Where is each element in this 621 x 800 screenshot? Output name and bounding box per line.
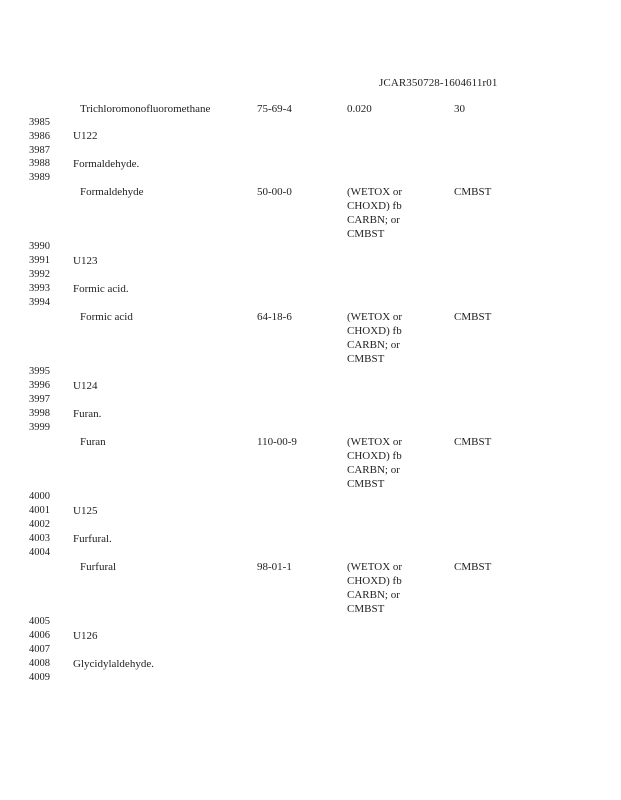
technology-line: (WETOX or xyxy=(347,561,403,573)
chemical-name: Trichloromonofluoromethane xyxy=(80,103,211,115)
line-number: 4007 xyxy=(29,644,50,655)
chemical-name: Furfural xyxy=(80,561,117,573)
line-number: 4009 xyxy=(29,672,50,683)
line-number: 4003 xyxy=(29,533,50,544)
waste-code: U125 xyxy=(73,505,98,517)
cas-number: 75-69-4 xyxy=(257,103,292,115)
technology-code xyxy=(347,435,402,491)
section-heading: Formaldehyde. xyxy=(73,158,140,170)
line-number: 3988 xyxy=(29,158,50,169)
technology-line: CMBST xyxy=(347,478,385,490)
concentration: 0.020 xyxy=(347,103,372,115)
line-number: 3992 xyxy=(29,269,50,280)
standard-value: 30 xyxy=(454,103,465,115)
cas-number: 110-00-9 xyxy=(257,436,297,448)
line-number: 4001 xyxy=(29,505,50,516)
line-number: 3998 xyxy=(29,408,50,419)
technology-line: CARBN; or xyxy=(347,464,400,476)
technology-line: (WETOX or xyxy=(347,311,403,323)
technology-line: CARBN; or xyxy=(347,214,400,226)
technology-line: CARBN; or xyxy=(347,339,400,351)
technology-code xyxy=(347,310,402,366)
section-heading: Furan. xyxy=(73,408,102,420)
waste-code: U124 xyxy=(73,380,98,392)
line-number: 3986 xyxy=(29,131,50,142)
technology-line: CMBST xyxy=(347,603,385,615)
technology-line: CHOXD) fb xyxy=(347,325,402,337)
chemical-name: Formic acid xyxy=(80,311,133,323)
line-number: 4002 xyxy=(29,519,50,530)
waste-code: U123 xyxy=(73,255,98,267)
cas-number: 64-18-6 xyxy=(257,311,292,323)
chemical-name: Formaldehyde xyxy=(80,186,144,198)
cas-number: 98-01-1 xyxy=(257,561,292,573)
technology-code xyxy=(347,560,402,616)
line-number: 4008 xyxy=(29,658,50,669)
standard-value: CMBST xyxy=(454,436,492,448)
line-number: 3997 xyxy=(29,394,50,405)
section-heading: Formic acid. xyxy=(73,283,129,295)
section-heading: Furfural. xyxy=(73,533,112,545)
line-number: 4004 xyxy=(29,547,50,558)
line-number: 3994 xyxy=(29,297,50,308)
technology-line: CHOXD) fb xyxy=(347,200,402,212)
technology-code xyxy=(347,185,402,241)
standard-value: CMBST xyxy=(454,561,492,573)
waste-code: U126 xyxy=(73,630,98,642)
line-number: 3985 xyxy=(29,117,50,128)
line-number: 4005 xyxy=(29,616,50,627)
technology-line: CHOXD) fb xyxy=(347,575,402,587)
line-number: 3995 xyxy=(29,366,50,377)
line-number: 3993 xyxy=(29,283,50,294)
standard-value: CMBST xyxy=(454,311,492,323)
technology-line: CARBN; or xyxy=(347,589,400,601)
technology-line: (WETOX or xyxy=(347,436,403,448)
line-number: 3990 xyxy=(29,241,50,252)
line-number: 4000 xyxy=(29,491,50,502)
technology-line: CMBST xyxy=(347,228,385,240)
standard-value: CMBST xyxy=(454,186,492,198)
cas-number: 50-00-0 xyxy=(257,186,292,198)
line-number: 4006 xyxy=(29,630,50,641)
chemical-name: Furan xyxy=(80,436,106,448)
line-number: 3987 xyxy=(29,145,50,156)
line-number: 3991 xyxy=(29,255,50,266)
technology-line: CHOXD) fb xyxy=(347,450,402,462)
document-id: JCAR350728-1604611r01 xyxy=(379,77,498,89)
waste-code: U122 xyxy=(73,130,98,142)
line-number: 3999 xyxy=(29,422,50,433)
line-number: 3996 xyxy=(29,380,50,391)
section-heading: Glycidylaldehyde. xyxy=(73,658,154,670)
technology-line: (WETOX or xyxy=(347,186,403,198)
line-number: 3989 xyxy=(29,172,50,183)
technology-line: CMBST xyxy=(347,353,385,365)
